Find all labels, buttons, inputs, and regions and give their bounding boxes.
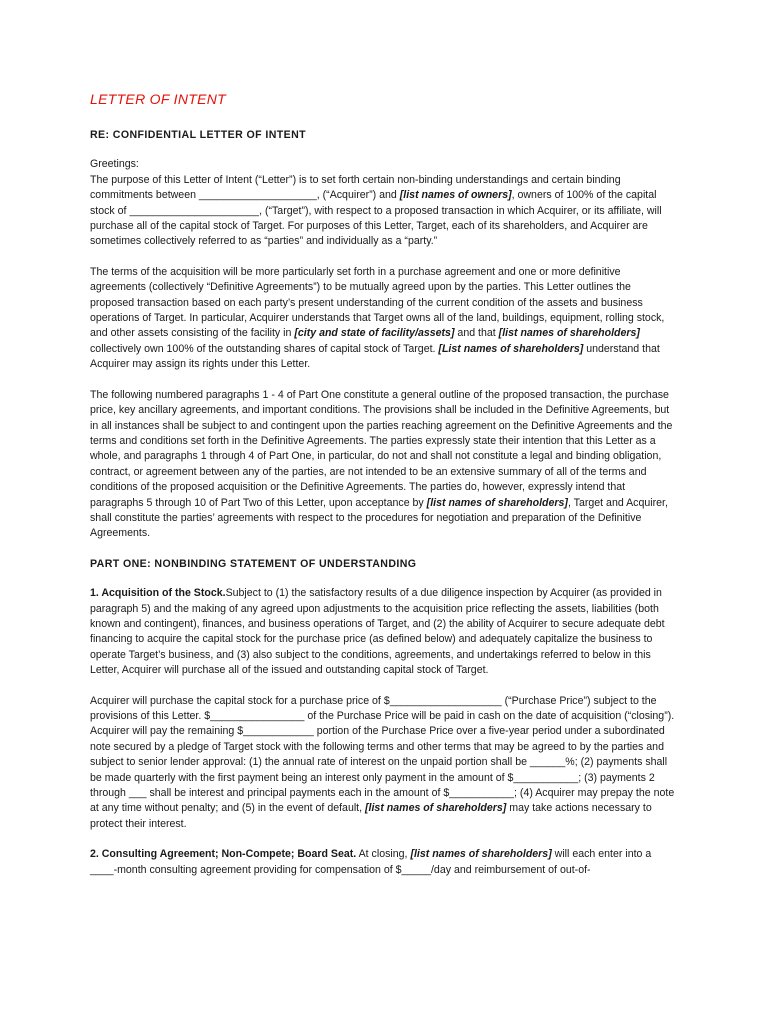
paragraph-text: The purpose of this Letter of Intent (“Letter”) is to set forth certain non-binding understandings and certain binding commitments between ____________________, (“Acquirer”) and [90, 173, 621, 202]
section-consulting-agreement [90, 847, 678, 878]
paragraph-text: Acquirer will purchase the capital stock for a purchase price of $___________________ (“Purchase Price”) subject to the provisions of this Letter. $________________ of the Purchase Price will be paid in cash on the date of acquisition (“closing”). Acquirer will pay the remaining $____________ portion of the Purchase Price over a five-year period under a subordinated note secured by a pledge of Target stock with the following terms and other terms that may be agreed to by the parties and subject to senior lender approval: (1) the annual rate of interest on the unpaid portion shall be ______%; (2) payments shall be made quarterly with the first payment being an interest only payment in the amount of $___________; (3) payments 2 through ___ shall be interest and principal payments each in the amount of $___________; (4) Acquirer may prepay the note at any time without penalty; and (5) in the event of default, [90, 694, 675, 815]
document-title: LETTER OF INTENT [90, 91, 226, 107]
placeholder-shareholders: [list names of shareholders] [498, 327, 640, 340]
section-acquisition-of-stock [90, 586, 678, 678]
paragraph-text: may take actions necessary to protect their interest. [90, 802, 652, 830]
paragraph-purchase-price [90, 694, 678, 833]
paragraph-text: will each enter into a ____-month consulting agreement providing for compensation of $_____/day and reimbursement of out-of- [90, 848, 652, 876]
section-heading: 2. Consulting Agreement; Non-Compete; Board Seat. [90, 848, 357, 861]
paragraph-numbered-outline [90, 388, 678, 542]
placeholder-shareholders: [list names of shareholders] [426, 496, 568, 509]
greeting: Greetings: [90, 158, 139, 171]
placeholder-facility: [city and state of facility/assets] [294, 327, 455, 340]
paragraph-text: understand that Acquirer may assign its rights under this Letter. [90, 342, 660, 371]
placeholder-owners: [list names of owners] [399, 189, 512, 202]
paragraph-purpose [90, 173, 678, 250]
placeholder-shareholders: [list names of shareholders] [410, 848, 552, 861]
re-heading: RE: CONFIDENTIAL LETTER OF INTENT [90, 129, 307, 141]
paragraph-text: and that [454, 327, 499, 340]
paragraph-text: At closing, [356, 848, 411, 861]
placeholder-shareholders: [list names of shareholders] [365, 802, 507, 815]
paragraph-terms [90, 265, 678, 373]
placeholder-shareholders: [List names of shareholders] [438, 342, 584, 355]
paragraph-text: The terms of the acquisition will be more particularly set forth in a purchase agreement and one or more definitive agreements (collectively “Definitive Agreements”) to be mutually agreed upon by the parties. This Letter outlines the proposed transaction based on each party’s present understanding of the current condition of the assets and business operations of Target. In particular, Acquirer understands that Target owns all of the land, buildings, equipment, rolling stock, and other assets consisting of the facility in [90, 265, 665, 340]
section-heading: 1. Acquisition of the Stock. [90, 587, 226, 600]
document-page [90, 90, 678, 893]
part-one-heading: PART ONE: NONBINDING STATEMENT OF UNDERSTANDING [90, 557, 417, 570]
paragraph-text: , Target and Acquirer, shall constitute the parties’ agreements with respect to the procedures for negotiation and preparation of the Definitive Agreements. [90, 496, 668, 540]
paragraph-text: Subject to (1) the satisfactory results of a due diligence inspection by Acquirer (as provided in paragraph 5) and the making of any agreed upon adjustments to the acquisition price reflecting the assets, liabilities (both known and contingent), finances, and business operations of Target, and (2) the ability of Acquirer to secure adequate debt financing to acquire the capital stock for the purchase price (as defined below) and adequately capitalize the business to operate Target’s business, and (3) also subject to the conditions, agreements, and undertakings referred to below in this Letter, Acquirer will purchase all of the issued and outstanding capital stock of Target. [90, 587, 665, 677]
paragraph-text: The following numbered paragraphs 1 - 4 of Part One constitute a general outline of the proposed transaction, the purchase price, key ancillary agreements, and important conditions. The provisions shall be included in the Definitive Agreements, but in all instances shall be subject to and contingent upon the parties reaching agreement on the Definitive Agreements and the terms and conditions set forth in the Definitive Agreements. The parties expressly state their intention that this Letter as a whole, and paragraphs 1 through 4 of Part One, in particular, do not and shall not constitute a legal and binding obligation, contract, or agreement between any of the parties, are not intended to be an extensive summary of all of the terms and conditions of the proposed acquisition or the Definitive Agreements. The parties do, however, expressly intend that paragraphs 5 through 10 of Part Two of this Letter, upon acceptance by [90, 388, 673, 509]
paragraph-text: , owners of 100% of the capital stock of ______________________, (“Target”), with respect to a proposed transaction in which Acquirer, or its affiliate, will purchase all of the capital stock of Target. For purposes of this Letter, Target, each of its shareholders, and Acquirer are sometimes collectively referred to as “parties” and individually as a “party.” [90, 189, 662, 248]
paragraph-text: collectively own 100% of the outstanding shares of capital stock of Target. [90, 342, 439, 355]
